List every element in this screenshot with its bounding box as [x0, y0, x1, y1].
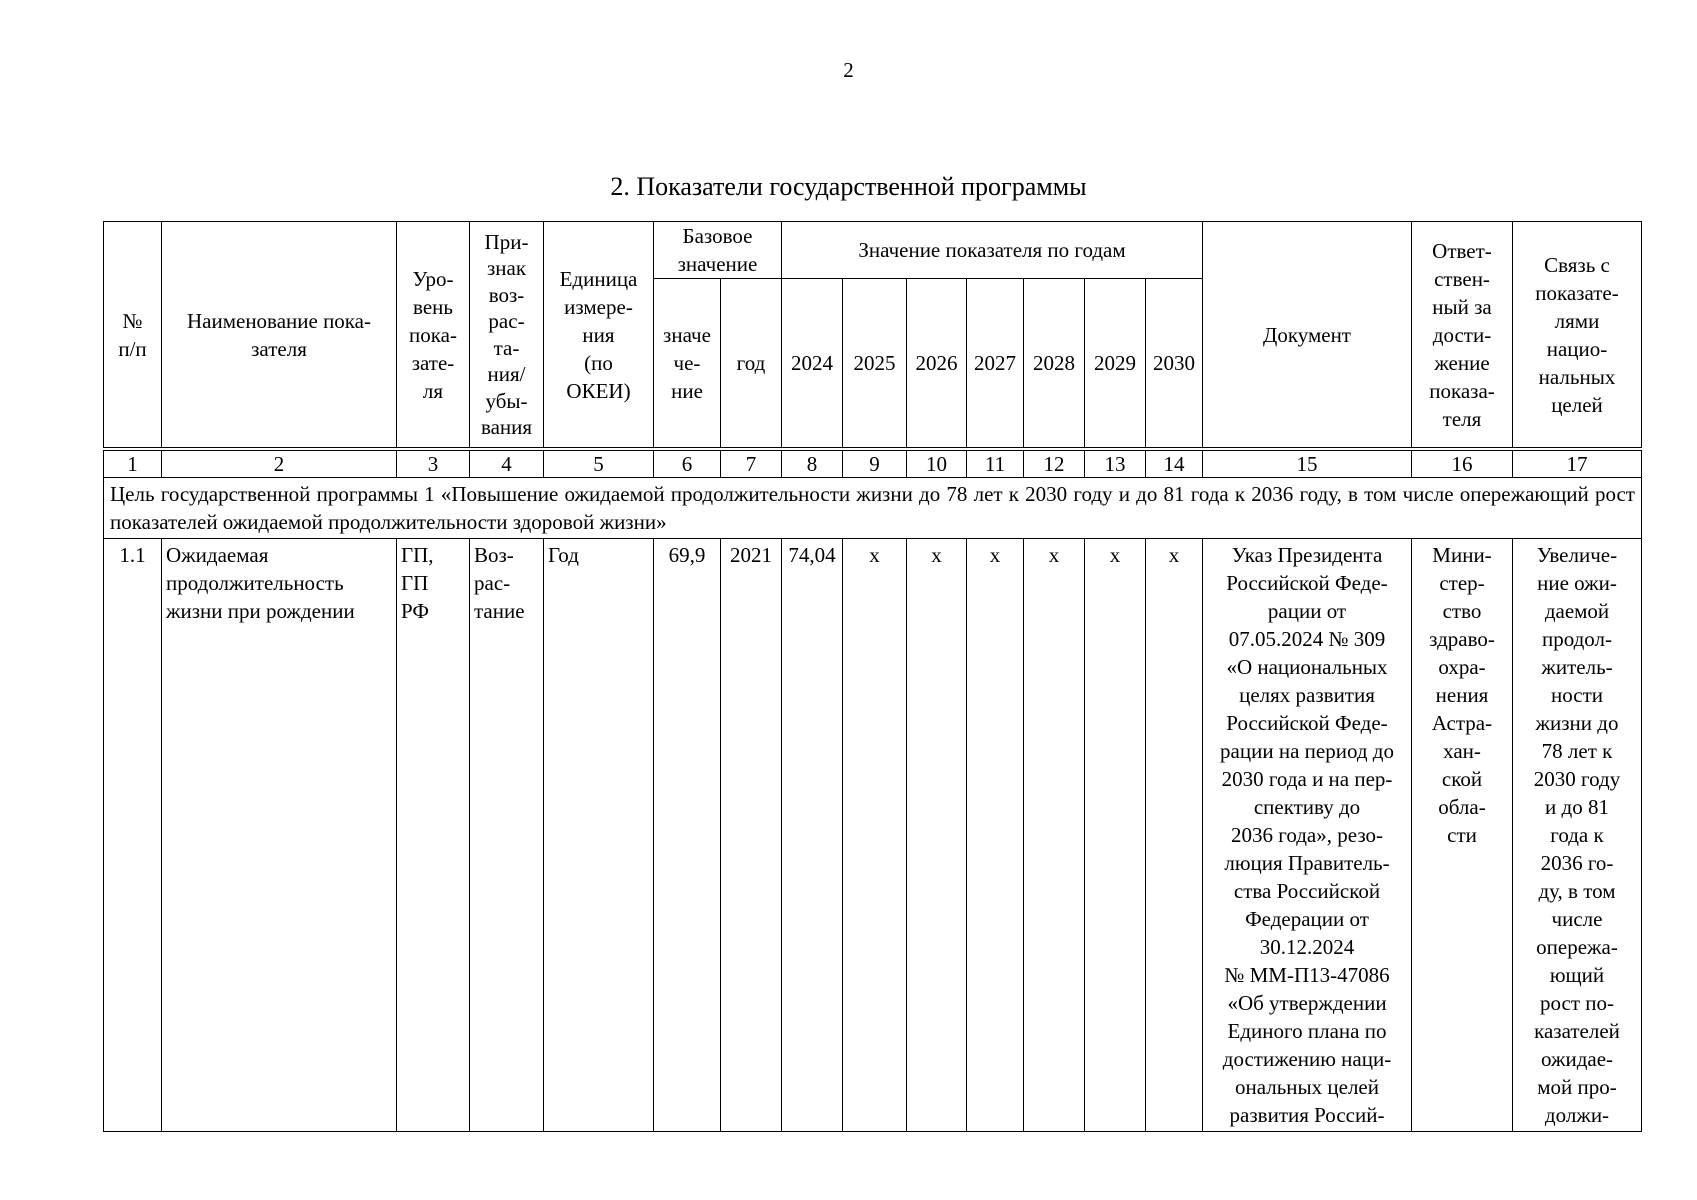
column-number: 14	[1146, 449, 1203, 478]
row-sign: Воз- рас- тание	[470, 539, 544, 1132]
header-name: Наименование пока- зателя	[162, 222, 397, 450]
header-base-year: год	[721, 279, 782, 450]
table-row	[104, 539, 1642, 1132]
header-level: Уро- вень пока- зате- ля	[397, 222, 470, 450]
header-sign: При- знак воз- рас- та- ния/ убы- вания	[470, 222, 544, 450]
column-number: 2	[162, 449, 397, 478]
header-year: 2029	[1085, 279, 1146, 450]
column-number: 15	[1203, 449, 1412, 478]
column-number: 17	[1513, 449, 1642, 478]
row-value-2024: 74,04	[782, 539, 843, 1132]
column-number: 13	[1085, 449, 1146, 478]
row-base-year: 2021	[721, 539, 782, 1132]
row-value-2027: х	[967, 539, 1024, 1132]
header-base-value: значе че- ние	[654, 279, 721, 450]
row-base-value: 69,9	[654, 539, 721, 1132]
header-base: Базовое значение	[654, 222, 782, 279]
column-number: 7	[721, 449, 782, 478]
column-number: 6	[654, 449, 721, 478]
header-years-group: Значение показателя по годам	[782, 222, 1203, 279]
row-level: ГП, ГП РФ	[397, 539, 470, 1132]
header-document: Документ	[1203, 222, 1412, 450]
goal-row	[104, 478, 1642, 539]
row-value-2026: х	[907, 539, 967, 1132]
column-number: 12	[1024, 449, 1085, 478]
row-value-2025: х	[843, 539, 907, 1132]
header-year: 2025	[843, 279, 907, 450]
header-year: 2024	[782, 279, 843, 450]
column-number: 3	[397, 449, 470, 478]
header-num: № п/п	[104, 222, 162, 450]
row-value-2028: х	[1024, 539, 1085, 1132]
goal-text: Цель государственной программы 1 «Повышение ожидаемой продолжительности жизни до 78 лет к 2030 году и до 81 года к 2036 году, в том числе опережающий рост показателей ожидаемой продолжительности здоровой жизни»	[104, 478, 1642, 539]
row-responsible: Мини- стер- ство здраво- охра- нения Астра- хан- ской обла- сти	[1412, 539, 1513, 1132]
column-number: 10	[907, 449, 967, 478]
column-number: 4	[470, 449, 544, 478]
header-link: Связь с показате- лями нацио- нальных целей	[1513, 222, 1642, 450]
column-number: 16	[1412, 449, 1513, 478]
row-value-2029: х	[1085, 539, 1146, 1132]
header-year: 2028	[1024, 279, 1085, 450]
indicators-table	[103, 221, 1642, 1132]
header-row-top	[104, 222, 1642, 279]
row-document: Указ Президента Российской Феде- рации от 07.05.2024 № 309 «О национальных целях развития Российской Феде- рации на период до 2030 года и на пер- спективу до 2036 года», резо- люция Правитель- ства Российской Федерации от 30.12.2024 № ММ-П13-47086 «Об утверждении Единого плана по достижению наци- ональных целей развития Россий-	[1203, 539, 1412, 1132]
row-value-2030: х	[1146, 539, 1203, 1132]
header-unit: Единица измере- ния (по ОКЕИ)	[544, 222, 654, 450]
column-numbers-row	[104, 449, 1642, 478]
column-number: 1	[104, 449, 162, 478]
page-number: 2	[843, 58, 854, 82]
column-number: 5	[544, 449, 654, 478]
header-responsible: Ответ- ствен- ный за дости- жение показа- теля	[1412, 222, 1513, 450]
column-number: 9	[843, 449, 907, 478]
column-number: 11	[967, 449, 1024, 478]
row-unit: Год	[544, 539, 654, 1132]
section-title: 2. Показатели государственной программы	[610, 172, 1087, 201]
header-year: 2030	[1146, 279, 1203, 450]
header-year: 2026	[907, 279, 967, 450]
header-year: 2027	[967, 279, 1024, 450]
row-num: 1.1	[104, 539, 162, 1132]
row-name: Ожидаемая продолжительность жизни при рождении	[162, 539, 397, 1132]
row-link: Увеличе- ние ожи- даемой продол- житель- ности жизни до 78 лет к 2030 году и до 81 года к 2036 го- ду, в том числе опережа- ющий рост по- казателей ожидае- мой про- должи-	[1513, 539, 1642, 1132]
column-number: 8	[782, 449, 843, 478]
